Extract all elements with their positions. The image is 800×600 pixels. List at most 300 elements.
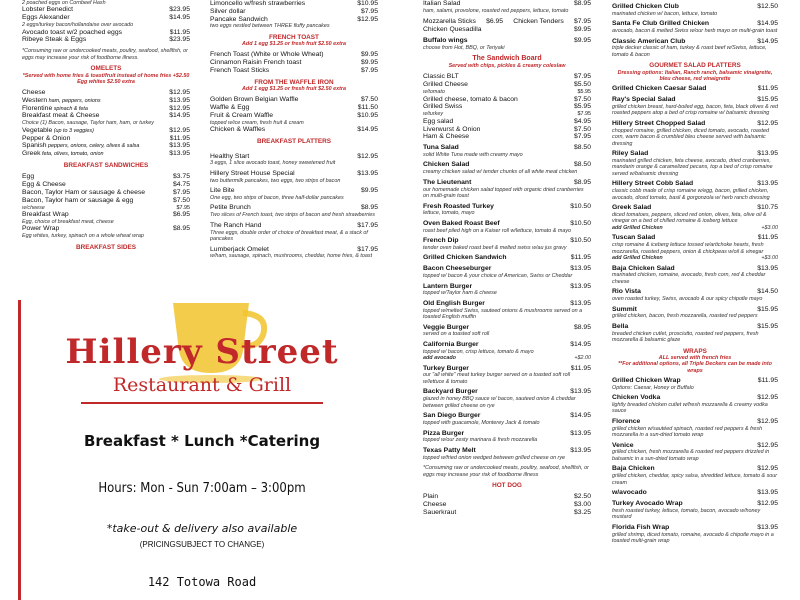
menu-item (612, 524, 778, 545)
item-desc: breaded chicken cutlet, prosciutto, roasted red peppers, fresh mozzarella & balsamic glaze (612, 330, 759, 344)
item-name: Grilled Chicken Caesar Salad (612, 85, 707, 93)
menu-item (210, 246, 378, 260)
menu-item-row (22, 14, 190, 22)
item-name: Greek feta, olives, tomato, onion (22, 150, 104, 158)
item-price: $8.50 (573, 161, 591, 169)
item-name: Lobster Benedict (22, 6, 74, 14)
menu-item (210, 112, 378, 126)
menu-item-row (423, 430, 591, 438)
menu-item (210, 51, 378, 59)
menu-item-row (210, 59, 378, 67)
item-price: $5.95 (573, 103, 591, 111)
item-price: $6.95 (486, 18, 504, 26)
item-extra (423, 355, 591, 361)
menu-item-row (612, 96, 778, 104)
address: 142 Totowa Road (147, 575, 257, 589)
menu-item-row (612, 288, 778, 296)
item-desc: solid White Tuna made with creamy mayo (423, 151, 523, 158)
menu-item (423, 412, 591, 426)
menu-item-row (210, 222, 378, 230)
menu-item-row (423, 220, 591, 228)
menu-item (423, 144, 591, 158)
item-desc: grilled chicken w/sautéed spinach, roasted red peppers & fresh mozzarella in a sun-dried tomato wrap (612, 425, 763, 439)
menu-item-row (210, 8, 378, 16)
item-price: $7.95 (172, 188, 190, 196)
item-price: $9.95 (573, 26, 591, 34)
menu-item (612, 500, 778, 521)
menu-item-row (423, 341, 591, 349)
item-price: $4.95 (573, 117, 591, 125)
item-price: $7.95 (573, 133, 591, 141)
item-name: California Burger (423, 340, 479, 348)
item-price: $14.95 (357, 126, 378, 134)
menu-item-row (22, 197, 190, 205)
item-name: Plain (423, 493, 439, 501)
menu-item-row (423, 447, 591, 455)
item-name: Bacon, Taylor ham or sausage & egg (22, 196, 134, 204)
wraps-note: ALL served with french fries (658, 355, 732, 362)
menu-item (612, 465, 778, 486)
item-desc: grilled chicken breast, hard-boiled egg, bacon, feta, black olives & red roasted peppers atop a bed of crisp romaine w/ balsamic dressing (612, 103, 778, 117)
menu-item-row (210, 112, 378, 120)
item-price: $23.95 (169, 6, 190, 14)
menu-item (22, 105, 190, 113)
item-desc: topped w/Taylor ham & cheese (423, 290, 497, 297)
menu-item-row (612, 150, 778, 158)
item-name: San Diego Burger (423, 412, 481, 420)
item-price: $7.95 (573, 18, 591, 26)
menu-item (210, 222, 378, 243)
item-name: Egg & Cheese (22, 181, 66, 189)
menu-item (423, 493, 591, 501)
item-name: The Ranch Hand (210, 221, 262, 229)
takeout-note: *take-out & delivery also available (106, 522, 298, 535)
item-name: Golden Brown Belgian Waffle (210, 96, 299, 104)
item-price: $12.95 (357, 15, 378, 23)
item-name: Cheese (423, 501, 447, 509)
tagline: Breakfast * Lunch *Catering (83, 432, 321, 450)
menu-item (423, 300, 591, 321)
menu-item (612, 204, 778, 231)
item-price: $12.95 (757, 417, 778, 425)
item-name: Grilled Chicken Wrap (612, 376, 681, 384)
item-price: $10.50 (570, 237, 591, 245)
menu-item-row (22, 97, 190, 105)
menu-item-row (210, 16, 378, 24)
item-desc: w/tomato (423, 89, 445, 96)
item-extra (612, 255, 778, 261)
item-extra-label: add avocado (423, 355, 456, 362)
menu-item (612, 120, 778, 147)
menu-item (612, 323, 778, 344)
item-desc: topped w/ bacon, crisp lettuce, tomato & mayo (423, 348, 534, 355)
menu-item-row (423, 133, 591, 141)
menu-item (210, 104, 378, 112)
menu-item (612, 306, 778, 320)
menu-item (22, 6, 190, 14)
menu-item-row (210, 67, 378, 75)
menu-column-4 (612, 0, 778, 600)
menu-item-row (612, 265, 778, 273)
item-desc: topped w/ bacon & your choice of American, Swiss or Cheddar (423, 273, 573, 280)
item-name: Backyard Burger (423, 388, 478, 396)
item-price: $12.95 (757, 499, 778, 507)
item-desc: Two slices of French toast, two strips of bacon and fresh strawberries (210, 212, 375, 219)
menu-item-row (612, 489, 778, 497)
item-name: Silver dollar (210, 7, 246, 15)
menu-item-row (423, 283, 591, 291)
menu-item-row (423, 161, 591, 169)
item-name: Classic BLT (423, 73, 459, 81)
item-desc: Egg, choice of breakfast meat, cheese (22, 218, 114, 225)
menu-item (423, 96, 591, 104)
item-price: $17.95 (357, 245, 378, 253)
item-price: $8.95 (573, 323, 591, 331)
menu-item-row (22, 6, 190, 14)
item-name: w/avocado (612, 489, 647, 497)
menu-item-row (423, 126, 591, 134)
restaurant-flyer (18, 300, 380, 600)
menu-item (612, 288, 778, 302)
menu-item-row (210, 246, 378, 254)
item-desc: grilled chicken, bacon, fresh mozzarella, roasted red peppers (612, 313, 758, 320)
item-price: $10.75 (757, 204, 778, 212)
item-name: Cinnamon Raisin French toast (210, 59, 302, 67)
item-desc: Options: Caesar, Honey or Buffalo (612, 384, 694, 391)
item-price: $12.95 (169, 88, 190, 96)
item-price: $12.50 (757, 3, 778, 10)
item-desc: classic cobb made of crisp romaine w/egg, bacon, grilled chicken, avocado, diced tomato, basil & gorgonzola w/ herb ranch dressing (612, 188, 770, 201)
item-name: Lantern Burger (423, 282, 473, 290)
item-price: $12.95 (757, 119, 778, 127)
menu-item (22, 197, 190, 211)
wraps-heading: WRAPS (683, 347, 707, 355)
item-name: Classic American Club (612, 37, 686, 45)
menu-item (612, 265, 778, 286)
item-price: $10.50 (570, 219, 591, 227)
menu-item (22, 135, 190, 143)
menu-item (210, 96, 378, 104)
pricing-note: (PRICINGSUBJECT TO CHANGE) (139, 540, 265, 549)
item-desc: avocado, bacon & melted Swiss w/our herb mayo on multi-grain toast (612, 28, 778, 35)
item-desc: glazed in honey BBQ sauce w/ bacon, sauteed onion & cheddar between grilled cheese on rye (423, 396, 576, 409)
menu-item (423, 501, 591, 509)
menu-item-row (22, 29, 190, 37)
item-name: Western ham, peppers, onions (22, 96, 101, 104)
menu-item (423, 118, 591, 126)
item-price: $12.95 (757, 465, 778, 473)
item-price: $13.95 (570, 446, 591, 454)
menu-item-row (423, 26, 591, 34)
item-price: $14.95 (570, 340, 591, 348)
menu-item (423, 365, 591, 386)
menu-item (612, 377, 778, 391)
menu-item-row (612, 418, 778, 426)
buffalo-wings-desc: choose from Hot, BBQ, or Teriyaki (423, 44, 505, 51)
item-desc: chopped romaine, grilled chicken, diced tomato, avocado, roasted corn, warm bacon & crumbled bleu cheese served with balsamic dressing (612, 127, 770, 147)
item-desc: topped w/ice cream, fresh fruit & cream (210, 119, 304, 126)
sandwich-board-note: Served with chips, pickles & creamy coleslaw (448, 63, 566, 70)
item-price: $3.75 (172, 173, 190, 181)
item-desc: w/cheese (22, 204, 45, 211)
item-desc: marinated chicken w/ bacon, lettuce, tomato (612, 10, 718, 17)
menu-item (22, 127, 190, 135)
item-price: $13.95 (169, 96, 190, 104)
menu-item-row (210, 0, 378, 8)
item-name: Old English Burger (423, 299, 485, 307)
item-price: $8.95 (573, 178, 591, 186)
item-inline-desc: spinach & feta (52, 105, 88, 112)
item-name: Egg salad (423, 117, 454, 125)
item-desc: our homemade chicken salad topped with organic dried cranberries on multi-grain toast (423, 186, 584, 200)
item-price: $5.50 (573, 81, 591, 89)
item-price: $8.95 (360, 204, 378, 212)
gourmet-salads-heading: GOURMET SALAD PLATTERS (649, 62, 741, 70)
item-price: $11.95 (169, 28, 190, 36)
menu-item-row (423, 509, 591, 517)
item-desc: 2 eggs/turkey bacon/hollandaise over avocado (22, 22, 134, 29)
menu-item-row (423, 300, 591, 308)
menu-item-row (612, 377, 778, 385)
french-toast-note: Add 1 egg $1.25 or fresh fruit $2.50 extra (242, 41, 346, 48)
menu-item (22, 14, 190, 28)
menu-item-row (612, 3, 778, 11)
menu-item (210, 8, 378, 16)
item-price: $11.50 (357, 104, 378, 112)
menu-item (22, 225, 190, 239)
menu-item-row (612, 38, 778, 46)
item-price: $11.95 (570, 364, 591, 372)
item-price: $14.50 (757, 288, 778, 296)
menu-item (423, 283, 591, 297)
menu-item-row (423, 493, 591, 501)
hours: Hours: Mon - Sun 7:00am – 3:00pm (98, 481, 306, 496)
item-price: $13.95 (757, 489, 778, 497)
item-price: $17.95 (357, 221, 378, 229)
menu-item-row (22, 105, 190, 113)
menu-item (612, 418, 778, 439)
item-name: Cheese (22, 88, 46, 96)
item-desc: 2 poached eggs on Cornbeef Hash (22, 0, 106, 6)
item-price: $13.95 (570, 299, 591, 307)
item-price: $11.95 (757, 85, 778, 93)
menu-item (612, 442, 778, 463)
menu-item (423, 265, 591, 279)
item-desc: diced tomatoes, peppers, sliced red onion, olives, feta, olive oil & vinegar on a bed of chilled romaine & iceberg lettuce (612, 211, 767, 225)
item-name: Chicken Vodka (612, 394, 661, 401)
item-name: Grilled Swiss (423, 103, 463, 111)
menu-item-row (22, 36, 190, 44)
sandwich-board-heading: The Sandwich Board (472, 55, 542, 63)
italian-salad-desc: ham, salami, provolone, roasted red peppers, lettuce, tomato (423, 7, 569, 14)
menu-item (210, 16, 378, 30)
item-extra-price: +$3.00 (761, 255, 778, 262)
item-name: Liverwurst & Onion (423, 125, 481, 133)
restaurant-name: Hillery Street (65, 332, 339, 372)
item-price: $12.95 (757, 394, 778, 401)
item-desc: triple decker classic of ham, turkey & roast beef w/Swiss, lettuce, tomato & bacon (612, 45, 767, 58)
item-name: Rio Vista (612, 288, 641, 296)
item-desc: two eggs nestled between THREE fluffy pancakes (210, 23, 330, 30)
item-desc: marinated grilled chicken, feta cheese, avocado, dried cranberries, mandarin orange & caramelized pecans, top a bed of crisp romaine served w/balsamic dressing (612, 157, 773, 177)
item-name: Healthy Start (210, 152, 250, 160)
menu-item (423, 509, 591, 517)
item-name: Grilled Chicken Sandwich (423, 254, 507, 262)
item-name: Bacon, Taylor Ham or sausage & cheese (22, 188, 146, 196)
item-price: $13.95 (757, 180, 778, 188)
menu-item-row (423, 18, 591, 26)
menu-item (612, 234, 778, 261)
menu-item (210, 187, 378, 201)
menu-item-row (612, 500, 778, 508)
menu-item-row (423, 118, 591, 126)
menu-item-row (210, 170, 378, 178)
menu-item (612, 85, 778, 93)
menu-item (22, 89, 190, 97)
menu-item (423, 324, 591, 338)
item-name: Eggs Alexander (22, 14, 70, 22)
menu-item (423, 133, 591, 141)
waffle-note: Add 1 egg $1.25 or fresh fruit $2.50 extra (242, 86, 346, 93)
item-desc: Three eggs, double order of choice of breakfast meat, & a stack of pancakes (210, 229, 368, 243)
item-name: Turkey Burger (423, 364, 469, 372)
item-desc: Choice (1) Bacon, sausage, Taylor ham, ham, or turkey (22, 120, 154, 127)
item-price: $11.95 (757, 376, 778, 384)
menu-item (22, 112, 190, 126)
menu-item-row (423, 237, 591, 245)
menu-item (612, 3, 778, 17)
menu-item (22, 29, 190, 37)
item-name: Baja Chicken (612, 465, 655, 473)
menu-item-row (423, 388, 591, 396)
item-name: Hillery Street Chopped Salad (612, 119, 706, 127)
dressing-options: Dressing options: Italian, Ranch ranch, balsamic vinaigrette, bleu cheese, red vinaigrette (617, 69, 773, 82)
menu-item (22, 142, 190, 150)
item-name: Sauerkraut (423, 509, 457, 517)
item-name: Texas Patty Melt (423, 446, 476, 454)
menu-item-row (22, 112, 190, 120)
menu-item (612, 150, 778, 177)
item-price: $15.95 (757, 305, 778, 313)
item-desc: lightly breaded chicken cutlet w/fresh mozzarella & creamy vodka sauce (612, 401, 768, 415)
item-price: $9.95 (360, 187, 378, 195)
menu-item-row (22, 211, 190, 219)
item-name: Breakfast meat & Cheese (22, 112, 100, 120)
item-price: $4.75 (172, 181, 190, 189)
menu-item-row (612, 323, 778, 331)
menu-item-row (22, 89, 190, 97)
item-name: Chicken Tenders (513, 18, 564, 26)
item-price: $14.95 (169, 112, 190, 120)
menu-item (22, 181, 190, 189)
item-extra-label: add Grilled Chicken (612, 255, 663, 262)
item-name: Lumberjack Omelet (210, 245, 269, 253)
menu-item-row (22, 142, 190, 150)
item-name: Florida Fish Wrap (612, 523, 670, 531)
item-price: $12.95 (757, 441, 778, 449)
item-price: $9.95 (360, 59, 378, 67)
item-name: Lite Bite (210, 187, 235, 195)
item-name: Pancake Sandwich (210, 15, 268, 23)
item-desc: w/turkey (423, 111, 444, 118)
menu-item (423, 161, 591, 175)
item-name: Summit (612, 305, 637, 313)
item-price: $10.50 (570, 202, 591, 210)
item-price: $15.95 (757, 322, 778, 330)
menu-item (423, 81, 591, 95)
menu-item (423, 103, 591, 117)
omelets-note-2: Egg whites $2.50 extra (77, 78, 135, 85)
item-price: $7.95 (573, 73, 591, 81)
menu-item-row (22, 173, 190, 181)
menu-item-row (22, 150, 190, 158)
item-extra-price: +$3.00 (761, 224, 778, 231)
menu-item-row (22, 225, 190, 233)
item-inline-desc: feta, olives, tomato, onion (40, 151, 104, 158)
item-price: $8.95 (172, 225, 190, 233)
item-name: Grilled Chicken Club (612, 3, 679, 10)
item-price: $7.95 (360, 67, 378, 75)
item-price: $13.95 (570, 282, 591, 290)
item-desc: fresh roasted turkey, lettuce, tomato, bacon, avocado w/honey mustard (612, 507, 761, 521)
item-extra-price: +$2.00 (574, 355, 591, 362)
item-price: $7.95 (577, 111, 591, 118)
item-extra-label: add Grilled Chicken (612, 224, 663, 231)
wraps-note-2: **For additional options, all Triple Deckers can be made into wraps (618, 361, 772, 374)
item-name: Ribeye Steak & Eggs (22, 36, 87, 44)
item-price: $7.50 (360, 96, 378, 104)
item-inline-desc: (up to 3 veggies) (52, 127, 94, 134)
item-name: French Toast Sticks (210, 67, 270, 75)
item-name: Riley Salad (612, 150, 649, 157)
menu-item (612, 489, 778, 497)
item-name: Hillery Street House Special (210, 169, 295, 177)
menu-item (423, 18, 591, 26)
menu-item (210, 67, 378, 75)
item-price: $5.95 (577, 89, 591, 96)
menu-item-row (612, 120, 778, 128)
menu-item-row (423, 254, 591, 262)
menu-item (612, 180, 778, 201)
menu-item (423, 237, 591, 251)
restaurant-subtitle: Restaurant & Grill (112, 374, 292, 396)
menu-item-row (22, 181, 190, 189)
item-name: Baja Chicken Salad (612, 264, 675, 272)
item-name: Waffle & Egg (210, 104, 250, 112)
item-name: Chicken & Waffles (210, 126, 266, 134)
item-desc: grilled chicken, fresh mozzarella & roasted red peppers drizzled in balsamic in a sun-dried tomato wrap (612, 449, 770, 462)
item-name: Egg (22, 173, 35, 181)
menu-item (423, 430, 591, 444)
item-desc: served on a toasted soft roll (423, 331, 490, 338)
buffalo-wings-price: $9.95 (573, 36, 591, 44)
item-desc: tender oven baked roast beef & melted swiss w/au jus gravy (423, 244, 567, 251)
menu-item (22, 189, 190, 197)
menu-item (22, 36, 190, 44)
item-price: $8.50 (573, 144, 591, 152)
item-price: $13.95 (169, 150, 190, 158)
item-desc: w/ham, sausage, spinach, mushrooms, cheddar, home fries, & toast (210, 253, 373, 260)
item-price: $23.95 (169, 36, 190, 44)
menu-item-row (612, 394, 778, 402)
item-name: Pizza Burger (423, 429, 465, 437)
menu-item (612, 96, 778, 117)
divider (81, 402, 323, 404)
menu-item-row (423, 103, 591, 111)
menu-item (423, 341, 591, 362)
item-name: Santa Fe Club Grilled Chicken (612, 20, 710, 28)
menu-item-row (210, 153, 378, 161)
